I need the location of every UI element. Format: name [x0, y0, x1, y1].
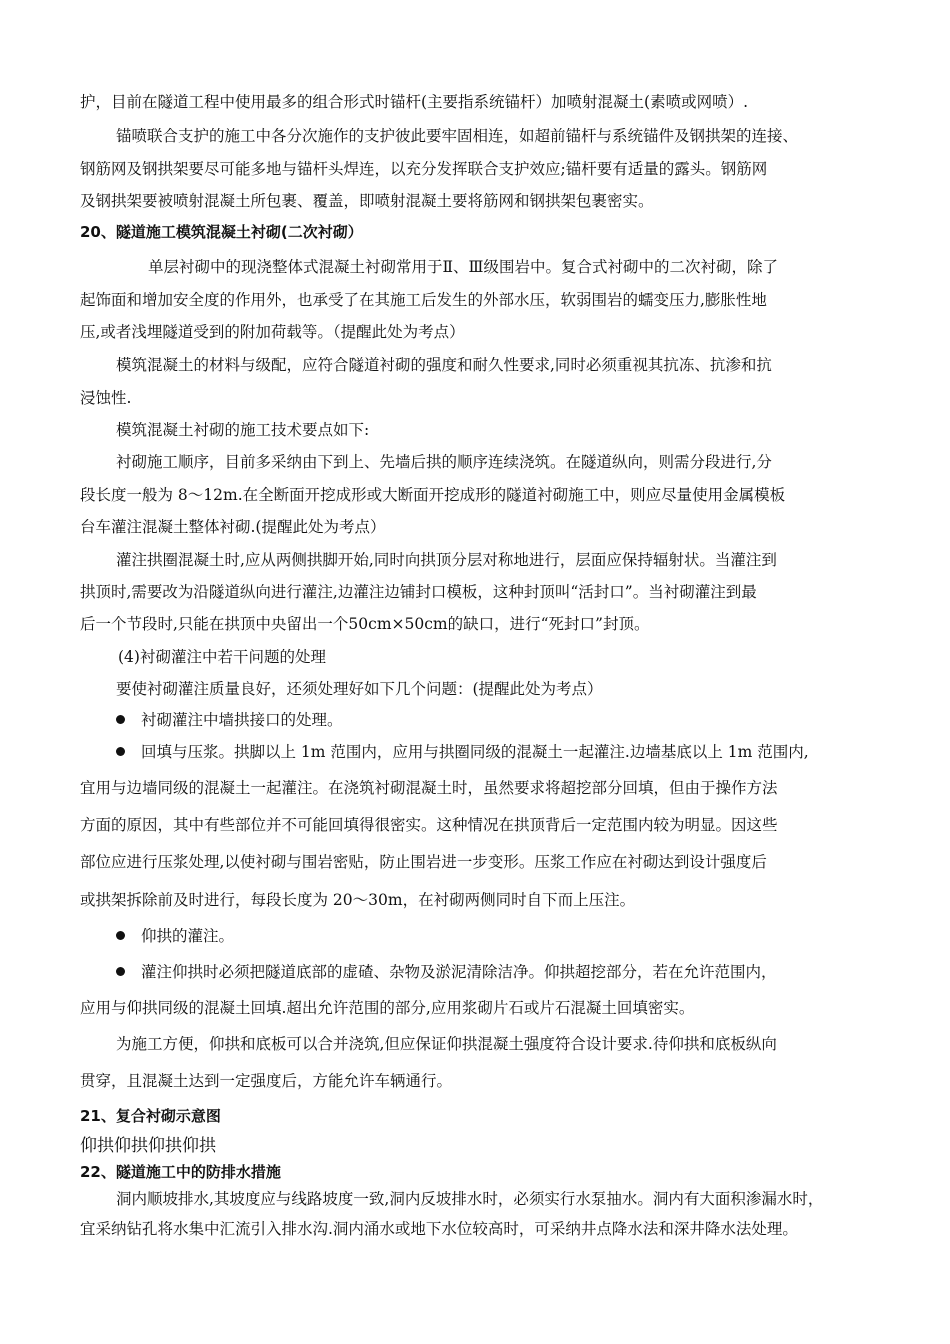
paragraph-line: 台车灌注混凝土整体衬砌.(提醒此处为考点） — [80, 518, 386, 536]
bullet-text: 仰拱的灌注。 — [141, 927, 235, 945]
diagram-caption: 仰拱仰拱仰拱仰拱 — [80, 1136, 216, 1156]
section-heading-21: 21、复合衬砌示意图 — [80, 1107, 221, 1125]
bullet-icon — [116, 715, 125, 724]
bullet-icon — [116, 747, 125, 756]
paragraph-line: 浸蚀性. — [80, 389, 132, 407]
bullet-text: 灌注仰拱时必须把隧道底部的虚碴、杂物及淤泥清除洁净。仰拱超挖部分，若在允许范围内， — [141, 963, 777, 981]
bullet-item — [80, 962, 886, 982]
bullet-item — [80, 710, 886, 730]
paragraph-line: 部位应进行压浆处理,以使衬砌与围岩密贴，防止围岩进一步变形。压浆工作应在衬砌达到设计强度后 — [80, 853, 767, 871]
section-heading-22: 22、隧道施工中的防排水措施 — [80, 1163, 281, 1181]
paragraph-line: 及钢拱架要被喷射混凝土所包裹、覆盖，即喷射混凝土要将筋网和钢拱架包裹密实。 — [80, 192, 654, 210]
paragraph-line: 压,或者浅埋隧道受到的附加荷载等。（提醒此处为考点） — [80, 323, 465, 341]
paragraph-line: 拱顶时,需要改为沿隧道纵向进行灌注,边灌注边铺封口模板，这种封顶叫“活封口”。当衬砌灌注到最 — [80, 583, 757, 601]
paragraph-line: 单层衬砌中的现浇整体式混凝土衬砌常用于Ⅱ、Ⅲ级围岩中。复合式衬砌中的二次衬砌，除了 — [148, 258, 778, 276]
paragraph-line: 模筑混凝土衬砌的施工技术要点如下: — [116, 421, 370, 439]
paragraph-line: (4)衬砌灌注中若干问题的处理 — [118, 648, 326, 666]
paragraph-line: 衬砌施工顺序，目前多采纳由下到上、先墙后拱的顺序连续浇筑。在隧道纵向，则需分段进行,分 — [116, 453, 772, 471]
paragraph-line: 贯穿，且混凝土达到一定强度后，方能允许车辆通行。 — [80, 1072, 453, 1090]
paragraph-line: 应用与仰拱同级的混凝土回填.超出允许范围的部分,应用浆砌片石或片石混凝土回填密实。 — [80, 999, 695, 1017]
bullet-icon — [116, 967, 125, 976]
paragraph-line: 宜采纳钻孔将水集中汇流引入排水沟.洞内涌水或地下水位较高时，可采纳井点降水法和深井降水法处理。 — [80, 1220, 798, 1238]
paragraph-line: 模筑混凝土的材料与级配，应符合隧道衬砌的强度和耐久性要求,同时必须重视其抗冻、抗渗和抗 — [116, 356, 772, 374]
bullet-text: 衬砌灌注中墙拱接口的处理。 — [141, 711, 343, 729]
paragraph-line: 护，目前在隧道工程中使用最多的组合形式时锚杆(主要指系统锚杆）加喷射混凝土(素喷或网喷）. — [80, 93, 749, 111]
paragraph-line: 钢筋网及钢拱架要尽可能多地与锚杆头焊连，以充分发挥联合支护效应;锚杆要有适量的露头。钢筋网 — [80, 160, 768, 178]
section-heading-20: 20、隧道施工模筑混凝土衬砌(二次衬砌） — [80, 223, 363, 241]
paragraph-line: 洞内顺坡排水,其坡度应与线路坡度一致,洞内反坡排水时，必须实行水泵抽水。洞内有大面积渗漏水时， — [116, 1190, 824, 1208]
bullet-text: 回填与压浆。拱脚以上 1m 范围内，应用与拱圈同级的混凝土一起灌注.边墙基底以上 1m 范围内, — [141, 743, 809, 761]
bullet-icon — [116, 931, 125, 940]
paragraph-line: 灌注拱圈混凝土时,应从两侧拱脚开始,同时向拱顶分层对称地进行，层面应保持辐射状。当灌注到 — [116, 551, 777, 569]
bullet-item — [80, 742, 886, 762]
paragraph-line: 为施工方便，仰拱和底板可以合并浇筑,但应保证仰拱混凝土强度符合设计要求.待仰拱和底板纵向 — [116, 1035, 777, 1053]
paragraph-line: 锚喷联合支护的施工中各分次施作的支护彼此要牢固相连，如超前锚杆与系统锚件及钢拱架的连接、 — [116, 127, 799, 145]
paragraph-line: 宜用与边墙同级的混凝土一起灌注。在浇筑衬砌混凝土时，虽然要求将超挖部分回填，但由于操作方法 — [80, 779, 778, 797]
paragraph-line: 方面的原因，其中有些部位并不可能回填得很密实。这种情况在拱顶背后一定范围内较为明显。因这些 — [80, 816, 778, 834]
paragraph-line: 要使衬砌灌注质量良好，还须处理好如下几个问题：(提醒此处为考点） — [116, 680, 603, 698]
paragraph-line: 起饰面和增加安全度的作用外，也承受了在其施工后发生的外部水压，软弱围岩的蠕变压力,膨胀性地 — [80, 291, 767, 309]
paragraph-line: 段长度一般为 8～12m.在全断面开挖成形或大断面开挖成形的隧道衬砌施工中，则应尽量使用金属模板 — [80, 486, 786, 504]
bullet-item — [80, 926, 886, 946]
paragraph-line: 或拱架拆除前及时进行，每段长度为 20～30m，在衬砌两侧同时自下而上压注。 — [80, 891, 636, 909]
paragraph-line: 后一个节段时,只能在拱顶中央留出一个50cm×50cm的缺口，进行“死封口”封顶。 — [80, 615, 650, 633]
